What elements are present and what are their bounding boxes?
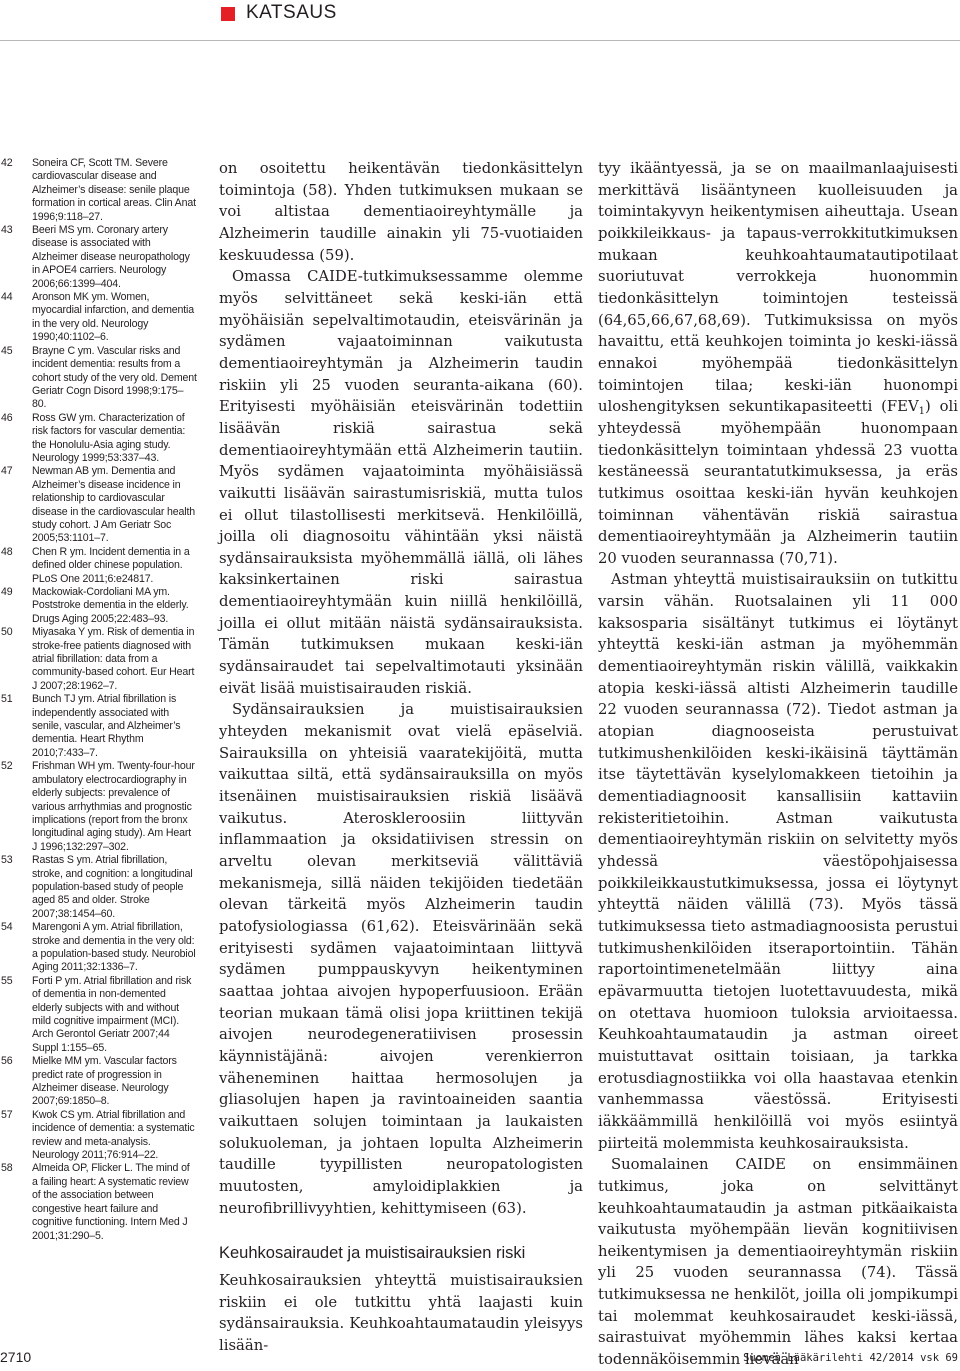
reference-number: 48 xyxy=(1,545,13,558)
paragraph: Omassa CAIDE-tutkimuksessamme olemme myös selvittäneet sekä keski-iän että myöhäisiän sepelvaltimotaudin, eteisvärinän ja sydämen vajaatoiminnan vaikutusta dementiaoireyhtymän ja Alzheimerin taudin riskiin yli 25 vuoden seuranta-aikana (60). Erityisesti myöhäisiän eteisvärinän todettiin lisäävän riskiä sairastua sekä dementiaoireyhtymään että Alzheimerin tautiin. Myös sydämen vajaatoiminta myöhäisiässä vaikutti lisäävän sairastumisriskiä, mutta tulos ei ollut tilastollisesti merkitsevä. Henkilöillä, joilla oli diagnosoitu vähintään yksi näistä sydänsairauksista myöhemmällä iällä, oli lähes kaksinkertainen riski sairastua dementiaoireyhtymään kuin niillä henkilöillä, joilla ei ollut mitään näistä sydänsairauksista. Tämän tutkimuksen mukaan keski-iän sydänsairaudet tai sepelvaltimotauti yksinään eivät lisää muistisairauden riskiä. xyxy=(219,268,583,697)
reference-item xyxy=(1,975,197,1055)
reference-number: 42 xyxy=(1,157,13,169)
journal-info: Suomen Lääkärilehti 42/2014 vsk 69 xyxy=(743,1352,958,1364)
reference-text: Mackowiak-Cordoliani MA ym. Poststroke dementia in the elderly. Drugs Aging 2005;22:483–93. xyxy=(32,586,189,625)
reference-item xyxy=(1,854,197,921)
paragraph: Suomalainen CAIDE on ensimmäinen tutkimus, joka on selvittänyt keuhkoahtaumataudin ja astman pitkäaikaista vaikutusta myöhempään lievän kognitiivisen heikentymisen ja dementiaoireyhtymän riskiin yli 25 vuoden seurannassa (74). Tässä tutkimuksessa ne henkilöt, joilla oli jompikumpi tai molemmat keuhkosairaudet keski-iässä, sairastuivat myöhemmin lähes kaksi kertaa todennäköisemmin lievään xyxy=(598,1156,958,1369)
reference-text: Brayne C ym. Vascular risks and incident dementia: results from a cohort study of the very old. Dement Geriatr Cogn Disord 1998;9:175–80. xyxy=(32,344,197,411)
reference-text: Rastas S ym. Atrial fibrillation, stroke, and cognition: a longitudinal population-based study of people aged 85 and older. Stroke 2007;38:1454–60. xyxy=(32,854,193,920)
reference-number: 56 xyxy=(1,1055,13,1068)
page-header xyxy=(0,0,960,41)
reference-text: Newman AB ym. Dementia and Alzheimer’s disease incidence in relationship to cardiovascular disease in the cardiovascular health study cohort. J Am Geriatr Soc 2005;53:1101–7. xyxy=(32,465,196,545)
subscript: 1 xyxy=(918,406,926,418)
paragraph: Keuhkosairauksien yhteyttä muistisairauksien riskiin ei ole tutkittu yhtä laajasti kuin sydänsairauksia. Keuhkoahtaumataudin yleisyys lisään- xyxy=(219,1272,583,1355)
text-run: ) oli yhteydessä myöhempään huonompaan tiedonkäsittelyn toimintaan yhdessä 23 vuotta kestäneessä seurantatutkimuksessa, ja eräs tutkimus osoittaa keski-iän hyvän keuhkojen toiminnan vähentävän riskiä sairastua dementiaoireyhtymään ja Alzheimerin tautiin 20 vuoden seurannassa (70,71). xyxy=(598,398,958,567)
reference-item xyxy=(1,693,197,760)
reference-number: 54 xyxy=(1,921,13,934)
reference-text: Bunch TJ ym. Atrial fibrillation is independently associated with senile, vascular, and Alzheimer’s dementia. Heart Rhythm 2010;7:433–7. xyxy=(32,693,181,759)
reference-text: Beeri MS ym. Coronary artery disease is associated with Alzheimer disease neuropathology in APOE4 carriers. Neurology 2006;66:1399–404. xyxy=(32,224,190,290)
reference-item xyxy=(1,1162,197,1242)
reference-number: 43 xyxy=(1,224,13,237)
reference-text: Kwok CS ym. Atrial fibrillation and incidence of dementia: a systematic review and meta-analysis. Neurology 2011;76:914–22. xyxy=(32,1108,195,1162)
reference-item xyxy=(1,921,197,975)
reference-number: 55 xyxy=(1,974,13,987)
paragraph: on osoitettu heikentävän tiedonkäsittelyn toimintoja (58). Yhden tutkimuksen mukaan se voi altistaa dementiaoireyhtymälle ja Alzheimerin taudille ainakin yli 75-vuotiaiden keskuudessa (59). xyxy=(219,160,583,264)
reference-number: 52 xyxy=(1,760,13,773)
reference-text: Almeida OP, Flicker L. The mind of a failing heart: A systematic review of the association between congestive heart failure and cognitive functioning. Intern Med J 2001;31:290–5. xyxy=(32,1162,190,1242)
reference-list xyxy=(1,157,197,1243)
reference-text: Soneira CF, Scott TM. Severe cardiovascular disease and Alzheimer’s disease: senile plaque formation in cortical areas. Clin Anat 1996;9:118–27. xyxy=(32,157,196,223)
reference-text: Forti P ym. Atrial fibrillation and risk of dementia in non-demented elderly subjects with and without mild cognitive impairment (MCI). Arch Gerontol Geriatr 2007;44 Suppl 1:155–65. xyxy=(32,974,192,1054)
reference-item xyxy=(1,291,197,345)
reference-item xyxy=(1,760,197,854)
text-run: tyy ikääntyessä, ja se on maailmanlaajuisesti merkittävä lisääntyneen kuolleisuuden ja toimintakyvyn heikentymisen aiheuttaja. Usean poikkileikkaus- ja tapaus-verrokkitutkimuksen mukaan keuhkoahtaumatautipotilaat suoriutuvat verrokkeja huonommin tiedonkäsittelyn toimintojen testeissä (64,65,66,67,68,69). Tutkimuksissa on myös havaittu, että keuhkojen toiminta jo keski-iässä ennakoi myöhempää tiedonkäsittelyn toimintojen tilaa; keski-iän huonompi uloshengityksen sekuntikapasiteetti (FEV xyxy=(598,160,958,416)
section-label: KATSAUS xyxy=(246,2,337,23)
reference-text: Ross GW ym. Characterization of risk factors for vascular dementia: the Honolulu-Asia aging study. Neurology 1999;53:337–43. xyxy=(32,411,186,464)
reference-number: 49 xyxy=(1,586,13,598)
reference-number: 57 xyxy=(1,1108,13,1121)
reference-number: 53 xyxy=(1,854,13,867)
reference-item xyxy=(1,546,197,586)
reference-text: Miyasaka Y ym. Risk of dementia in stroke-free patients diagnosed with atrial fibrillation: data from a community-based cohort. Eur Heart J 2007;28:1962–7. xyxy=(32,626,195,692)
paragraph: Sydänsairauksien ja muistisairauksien yhteyden mekanismit ovat vielä epäselviä. Sairauksilla on yhteisiä vaaratekijöitä, mutta vaikuttaa siltä, että sydänsairauksilla on myös itsenäinen muistisairauksien riskiä lisäävä vaikutus. Ateroskleroosiin liittyvän inflammaation ja oksidatiivisen stressin on arveltu olevan merkitseviä välittäviä mekanismeja, sillä näiden tekijöiden tiedetään olevan tärkeitä myös Alzheimerin taudin patofysiologiassa (61,62). Eteisvärinään sekä erityisesti sydämen vajaatoimintaan liittyvä sydämen pumppauskyvyn heikentyminen saattaa johtaa aivojen hypoperfuusioon. Erään teorian mukaan tämä olisi jopa kriittinen tekijä aivojen neurodegeneratiivisen prosessin käynnistäjänä: aivojen verenkierron väheneminen haittaa hermosolujen ja gliasolujen hapen ja ravintoaineiden saantia vaikuttaen solujen toimintaan ja laukaisten solukuoleman, ja johtaen lopulta Alzheimerin taudille tyypillisten neuropatologisten muutosten, amyloidiplakkien ja neurofibrillivyyhtien, kehittymiseen (63). xyxy=(219,701,583,1217)
reference-text: Mielke MM ym. Vascular factors predict rate of progression in Alzheimer disease. Neurology 2007;69:1850–8. xyxy=(32,1055,177,1108)
reference-text: Aronson MK ym. Women, myocardial infarction, and dementia in the very old. Neurology 1990;40:1102–6. xyxy=(32,291,194,344)
paragraph xyxy=(598,158,958,569)
reference-number: 51 xyxy=(1,693,13,706)
reference-text: Frishman WH ym. Twenty-four-hour ambulatory electrocardiography in elderly subjects: prevalence of various arrhythmias and prognostic implications (report from the bronx longitudinal aging study). Am Heart J 1996;132:297–302. xyxy=(32,760,195,853)
body-column-middle xyxy=(219,158,583,1357)
reference-number: 47 xyxy=(1,465,13,478)
reference-number: 46 xyxy=(1,411,13,424)
reference-number: 50 xyxy=(1,626,13,639)
section-marker-square xyxy=(221,7,235,21)
reference-item xyxy=(1,586,197,626)
reference-item xyxy=(1,1055,197,1109)
reference-number: 45 xyxy=(1,344,13,357)
reference-item xyxy=(1,465,197,545)
page-number: 2710 xyxy=(0,1349,32,1365)
reference-number: 44 xyxy=(1,291,13,304)
reference-item xyxy=(1,1109,197,1163)
reference-text: Marengoni A ym. Atrial fibrillation, stroke and dementia in the very old: a population-based study. Neurobiol Aging 2011;32:1336–7. xyxy=(32,921,196,974)
reference-item xyxy=(1,157,197,224)
body-column-right xyxy=(598,158,958,1371)
paragraph: Astman yhteyttä muistisairauksiin on tutkittu varsin vähän. Ruotsalainen yli 11 000 kaksosparia sisältänyt tutkimus ei löytänyt yhteyttä keski-iän astman ja myöhemmän dementiaoireyhtymän riskin välillä, vaikkakin atopia keski-iässä altisti Alzheimerin taudille 22 vuoden seurannassa (72). Tiedot astman ja atopian diagnooseista perustuivat tutkimushenkilöiden keski-ikäisinä täyttämän itse täytettävän kyselylomakkeen tietoihin ja dementiadiagnoosit kansallisiin kattaviin rekisteritietoihin. Astman vaikutusta dementiaoireyhtymän riskiin on selvitetty myös yhdessä väestöpohjaisessa poikkileikkaustutkimuksessa, jossa ei löytynyt yhteyttä näiden välillä (73). Myös tässä tutkimuksessa tieto astmadiagnoosista perustui tutkimushenkilöiden itseraportointiin. Tähän raportointimenetelmään liittyy aina epävarmuutta tietojen luotettavuudesta, mikä on otettava huomioon tuloksia arvioitaessa. Keuhkoahtaumataudin ja astman oireet muistuttavat osittain toisiaan, ja tarkka erotusdiagnostiikka voi olla haastavaa etenkin vanhemmassa väestössä. Erityisesti iäkkäämmillä henkilöillä voi myös esiintyä piirteitä molemmista keuhkosairauksista. xyxy=(598,571,958,1152)
reference-item xyxy=(1,345,197,412)
section-subheading: Keuhkosairaudet ja muistisairauksien riski xyxy=(219,1244,526,1263)
reference-item xyxy=(1,224,197,291)
reference-text: Chen R ym. Incident dementia in a defined older chinese population. PLoS One 2011;6:e24817. xyxy=(32,545,190,585)
reference-item xyxy=(1,412,197,466)
reference-item xyxy=(1,626,197,693)
reference-number: 58 xyxy=(1,1162,13,1175)
